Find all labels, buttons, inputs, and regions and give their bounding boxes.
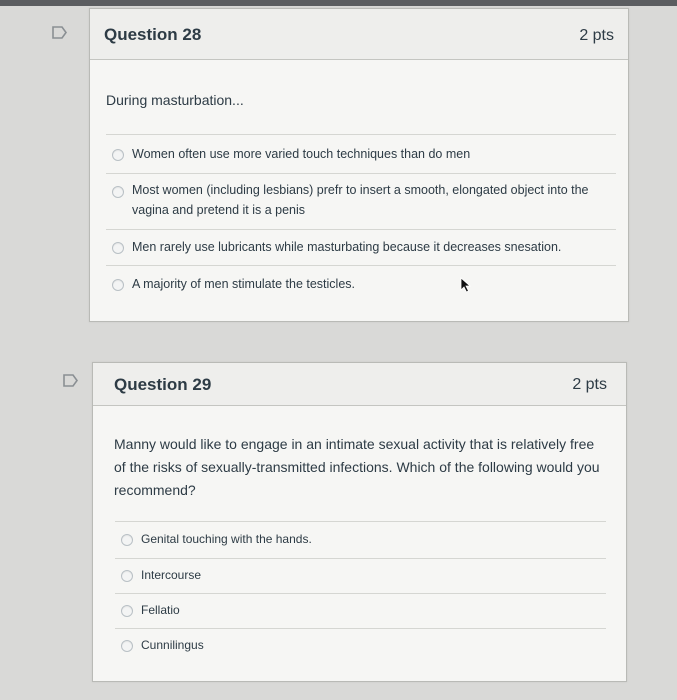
answer-label: Most women (including lesbians) prefr to insert a smooth, elongated object into the vagina and pretend it is a penis <box>132 183 589 217</box>
question-28-points: 2 pts <box>579 27 614 44</box>
answer-divider <box>115 558 606 559</box>
flag-question-29-icon[interactable] <box>63 374 78 387</box>
question-28-text: During masturbation... <box>106 92 244 108</box>
answer-label: Women often use more varied touch techniques than do men <box>132 147 471 161</box>
answer-divider <box>106 265 616 266</box>
question-29-points: 2 pts <box>572 376 607 393</box>
radio-button-icon[interactable] <box>121 570 133 582</box>
answer-option[interactable] <box>115 528 606 552</box>
answer-option[interactable] <box>106 180 616 224</box>
answer-divider <box>115 521 606 522</box>
question-28-header <box>90 9 628 60</box>
answer-divider <box>106 229 616 230</box>
answer-option[interactable] <box>115 634 606 658</box>
question-28-title: Question 28 <box>104 25 202 44</box>
answer-option[interactable] <box>106 143 616 167</box>
answer-divider <box>115 593 606 594</box>
mouse-pointer-icon <box>460 277 472 293</box>
answer-option[interactable] <box>115 599 606 623</box>
radio-button-icon[interactable] <box>112 149 124 161</box>
answer-label: Cunnilingus <box>141 638 204 652</box>
answer-option[interactable] <box>106 236 616 260</box>
answer-label: Fellatio <box>141 603 180 617</box>
answer-divider <box>106 173 616 174</box>
radio-button-icon[interactable] <box>112 279 124 291</box>
flag-question-28-icon[interactable] <box>52 26 67 39</box>
radio-button-icon[interactable] <box>121 534 133 546</box>
top-bar <box>0 0 677 6</box>
answer-label: A majority of men stimulate the testicles. <box>132 277 356 291</box>
answer-option[interactable] <box>115 564 606 588</box>
question-29-card <box>92 362 627 682</box>
question-28-card <box>89 8 629 322</box>
answer-divider <box>115 628 606 629</box>
radio-button-icon[interactable] <box>121 640 133 652</box>
radio-button-icon[interactable] <box>112 242 124 254</box>
radio-button-icon[interactable] <box>121 605 133 617</box>
answer-label: Intercourse <box>141 568 202 582</box>
question-29-title: Question 29 <box>114 375 212 394</box>
question-29-text: Manny would like to engage in an intimate sexual activity that is relatively free of the risks of sexually-transmitted infections. Which of the following would you recommend? <box>114 436 600 498</box>
answer-option[interactable] <box>106 273 616 297</box>
answer-label: Genital touching with the hands. <box>141 532 312 546</box>
radio-button-icon[interactable] <box>112 186 124 198</box>
answer-divider <box>106 134 616 135</box>
answer-label: Men rarely use lubricants while masturbating because it decreases snesation. <box>132 240 562 254</box>
question-29-header <box>93 363 626 406</box>
